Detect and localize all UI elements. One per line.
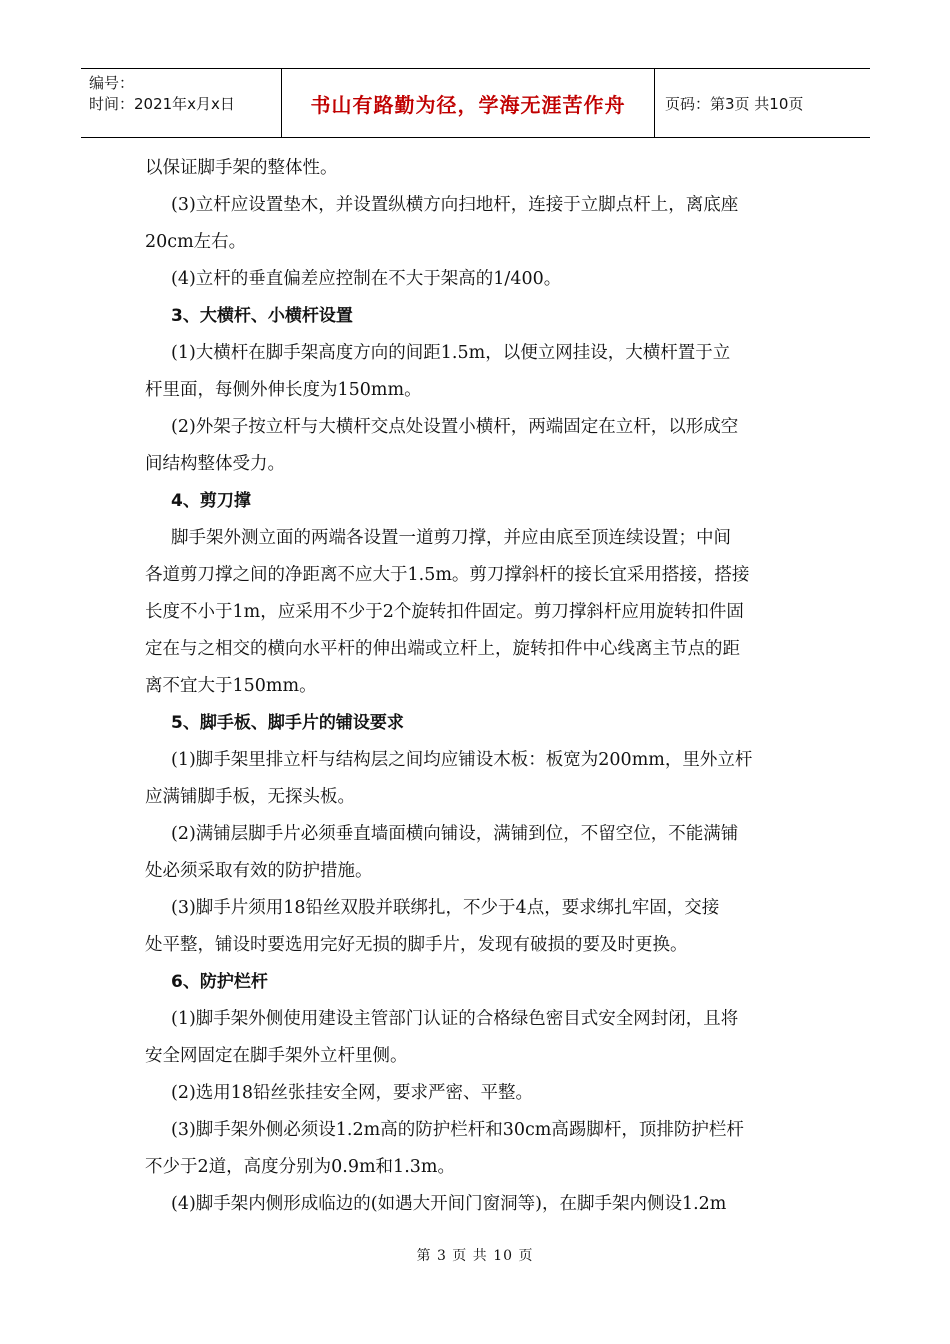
section-heading: 4、剪刀撑 — [171, 491, 251, 511]
section-heading: 5、脚手板、脚手片的铺设要求 — [171, 713, 404, 733]
document-body — [145, 150, 810, 1223]
document-header — [81, 68, 870, 138]
body-text-line: 脚手架外测立面的两端各设置一道剪刀撑，并应由底至顶连续设置；中间 — [171, 528, 731, 548]
section-heading: 6、防护栏杆 — [171, 972, 268, 992]
body-text-line: (3)脚手片须用18铅丝双股并联绑扎，不少于4点，要求绑扎牢固，交接 — [171, 898, 720, 918]
page-footer: 第 3 页 共 10 页 — [416, 1248, 534, 1264]
body-text-line: 以保证脚手架的整体性。 — [145, 158, 338, 178]
body-text-line: 20cm左右。 — [145, 232, 247, 252]
body-text-line: (3)脚手架外侧必须设1.2m高的防护栏杆和30cm高踢脚杆，顶排防护栏杆 — [171, 1120, 744, 1140]
body-text-line: (2)外架子按立杆与大横杆交点处设置小横杆，两端固定在立杆，以形成空 — [171, 417, 739, 437]
section-heading: 3、大横杆、小横杆设置 — [171, 306, 353, 326]
body-text-line: 长度不小于1m，应采用不少于2个旋转扣件固定。剪刀撑斜杆应用旋转扣件固 — [145, 602, 744, 622]
body-text-line: 定在与之相交的横向水平杆的伸出端或立杆上，旋转扣件中心线离主节点的距 — [145, 639, 740, 659]
body-text-line: 各道剪刀撑之间的净距离不应大于1.5m。剪刀撑斜杆的接长宜采用搭接，搭接 — [145, 565, 750, 585]
body-text-line: 安全网固定在脚手架外立杆里侧。 — [145, 1046, 408, 1066]
header-motto: 书山有路勤为径，学海无涯苦作舟 — [310, 92, 626, 117]
body-text-line: 离不宜大于150mm。 — [145, 676, 317, 696]
body-text-line: (1)大横杆在脚手架高度方向的间距1.5m，以便立网挂设，大横杆置于立 — [171, 343, 731, 363]
body-text-line: (3)立杆应设置垫木，并设置纵横方向扫地杆，连接于立脚点杆上，离底座 — [171, 195, 739, 215]
body-text-line: 处必须采取有效的防护措施。 — [145, 861, 373, 881]
body-text-line: (2)满铺层脚手片必须垂直墙面横向铺设，满铺到位，不留空位，不能满铺 — [171, 824, 739, 844]
body-text-line: 不少于2道，高度分别为0.9m和1.3m。 — [145, 1157, 455, 1177]
header-number-label: 编号： — [89, 74, 135, 92]
body-text-line: 杆里面，每侧外伸长度为150mm。 — [145, 380, 422, 400]
body-text-line: (1)脚手架外侧使用建设主管部门认证的合格绿色密目式安全网封闭，且将 — [171, 1009, 739, 1029]
body-text-line: (4)脚手架内侧形成临边的(如遇大开间门窗洞等)，在脚手架内侧设1.2m — [171, 1194, 727, 1214]
header-meta — [81, 69, 282, 137]
header-time-label: 时间：2021年x月x日 — [89, 95, 235, 113]
body-text-line: 处平整，铺设时要选用完好无损的脚手片，发现有破损的要及时更换。 — [145, 935, 688, 955]
header-page-info: 页码：第3页 共10页 — [665, 94, 804, 113]
header-motto-cell — [282, 69, 655, 137]
body-text-line: (2)选用18铅丝张挂安全网，要求严密、平整。 — [171, 1083, 534, 1103]
body-text-line: (1)脚手架里排立杆与结构层之间均应铺设木板：板宽为200mm，里外立杆 — [171, 750, 753, 770]
body-text-line: 应满铺脚手板，无探头板。 — [145, 787, 355, 807]
body-text-line: (4)立杆的垂直偏差应控制在不大于架高的1/400。 — [171, 269, 562, 289]
body-text-line: 间结构整体受力。 — [145, 454, 285, 474]
